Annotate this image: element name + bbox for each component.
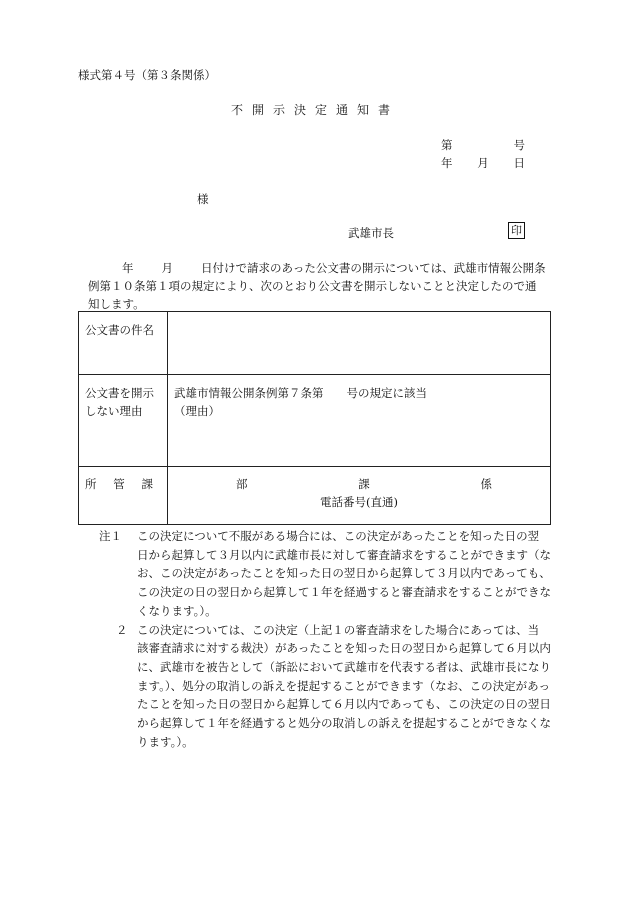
intro-month: 月 — [161, 261, 173, 275]
intro-paragraph — [78, 259, 550, 313]
reason-label — [79, 375, 168, 467]
table-row — [79, 312, 551, 375]
note-2-number: ２ — [116, 622, 128, 637]
table-row — [79, 375, 551, 467]
note-line: 該審査請求に対する裁決）があったことを知った日の翌日から起算して６月以内 — [137, 641, 551, 656]
issuer: 武雄市長 — [348, 226, 394, 240]
subject-label: 公文書の件名 — [79, 312, 168, 375]
document-title: 不開示決定通知書 — [230, 103, 399, 117]
date-day: 日 — [513, 156, 525, 170]
intro-line-2: 例第１０条第１項の規定により、次のとおり公文書を開示しないことと決定したので通 — [88, 279, 537, 293]
unit-label: 係 — [480, 477, 492, 491]
department-label-char: 管 — [113, 477, 125, 491]
intro-line-1 — [78, 259, 550, 277]
note-line: から起算して１年を経過すると処分の取消しの訴えを提起することができなくな — [137, 716, 551, 731]
number-suffix: 号 — [513, 138, 525, 152]
number-prefix: 第 — [441, 138, 453, 152]
department-label-char: 課 — [141, 477, 153, 491]
subject-value — [168, 312, 551, 375]
department-value — [168, 467, 551, 525]
note-line: この決定については、この決定（上記１の審査請求をした場合にあっては、当 — [137, 622, 540, 637]
note-line: たことを知った日の翌日から起算して６月以内であっても、この決定の日の翌日 — [137, 697, 551, 712]
section-label: 課 — [358, 477, 370, 491]
document-date — [441, 155, 525, 171]
note-2-text — [137, 621, 559, 752]
reason-label-line-2: しない理由 — [85, 404, 143, 418]
reason-value-line-2: （理由） — [174, 404, 220, 418]
note-line: この決定について不服がある場合には、この決定があったことを知った日の翌 — [137, 529, 540, 543]
intro-rest: 日付けで請求のあった公文書の開示については、武雄市情報公開条 — [201, 261, 546, 275]
note-1 — [99, 527, 559, 621]
note-line: 日から起算して３月以内に武雄市長に対して審査請求をすることができます（な — [137, 547, 551, 562]
reason-label-line-1: 公文書を開示 — [85, 386, 154, 400]
reason-value — [168, 375, 551, 467]
department-label — [79, 467, 168, 525]
decision-table — [78, 311, 551, 525]
table-row — [79, 467, 551, 525]
phone-label: 電話番号(直通) — [320, 495, 398, 509]
note-1-number: 注１ — [99, 529, 122, 543]
note-line: くなります。）。 — [137, 603, 217, 618]
notes — [99, 527, 559, 751]
note-line: ます。）、処分の取消しの訴えを提起することができます（なお、この決定があっ — [137, 678, 550, 693]
note-line: に、武雄市を被告として（訴訟において武雄市を代表する者は、武雄市長になり — [137, 659, 551, 674]
intro-year: 年 — [122, 261, 134, 275]
date-month: 月 — [477, 156, 489, 170]
note-2 — [99, 621, 559, 752]
intro-line-3: 知します。 — [88, 297, 145, 311]
note-line: お、この決定があったことを知った日の翌日から起算して３月以内であっても、 — [137, 566, 551, 581]
reason-value-line-1: 武雄市情報公開条例第７条第 号の規定に該当 — [174, 386, 427, 400]
form-number: 様式第４号（第３条関係） — [78, 68, 216, 82]
note-line: ります。）。 — [137, 734, 194, 749]
note-1-text — [137, 527, 559, 621]
date-year: 年 — [441, 156, 453, 170]
seal-mark: 印 — [508, 222, 525, 239]
note-line: この決定の日の翌日から起算して１年を経過すると審査請求をすることができな — [137, 585, 551, 600]
document-number — [441, 137, 525, 153]
addressee-suffix: 様 — [197, 192, 209, 206]
department-label-char: 所 — [85, 477, 97, 491]
dept-label: 部 — [236, 477, 248, 491]
